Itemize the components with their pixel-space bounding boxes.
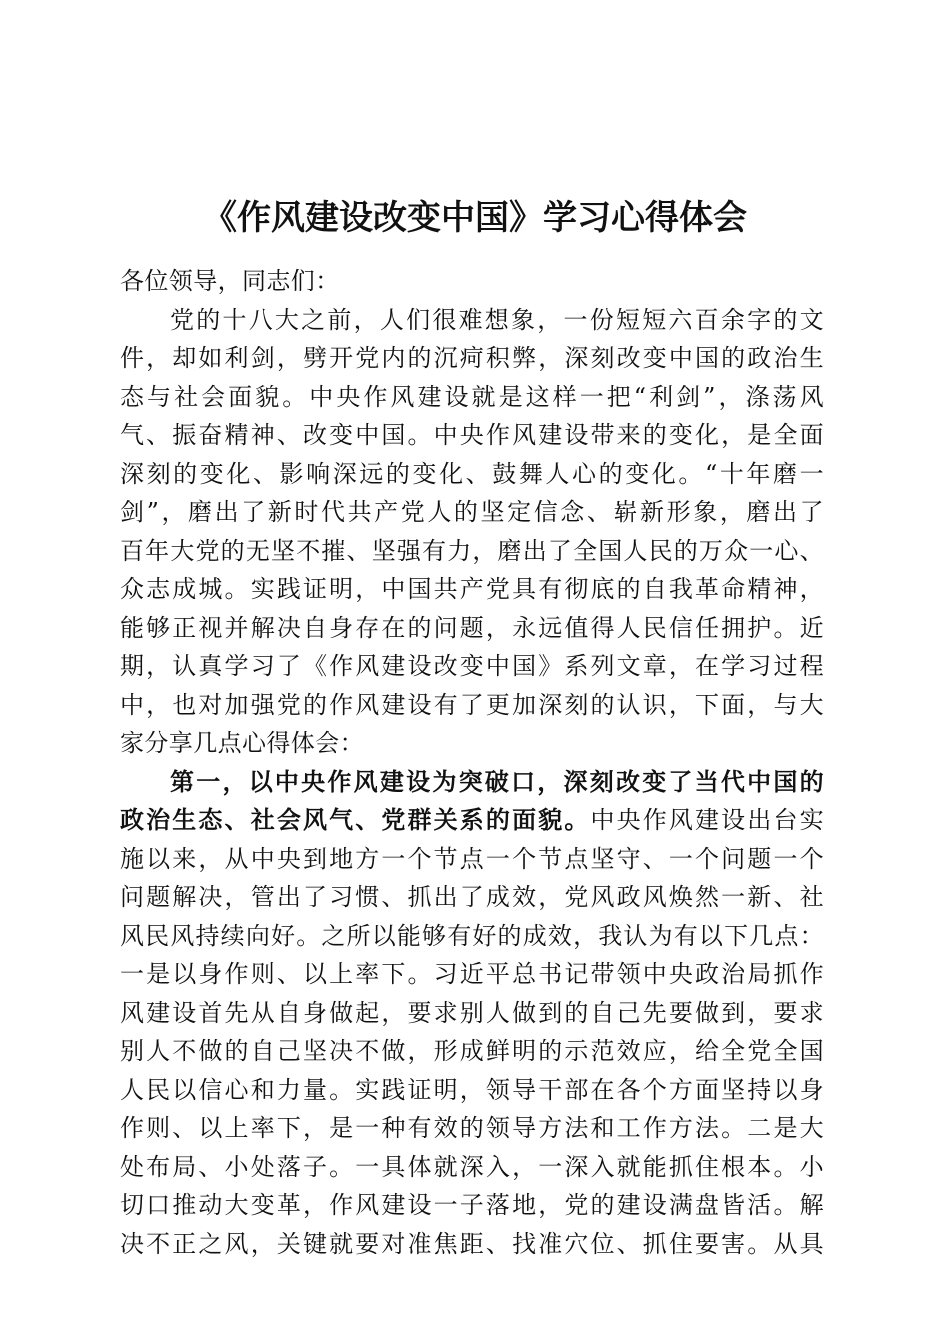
paragraph-line: 态与社会面貌。中央作风建设就是这样一把“利剑”，涤荡风 [120,382,824,411]
paragraph-line: 问题解决，管出了习惯、抓出了成效，党风政风焕然一新、社 [120,883,824,911]
section-heading-line: 第一，以中央作风建设为突破口，深刻改变了当代中国的 [170,767,824,796]
section-heading-line: 政治生态、社会风气、党群关系的面貌。 [120,806,591,834]
paragraph-line: 人民以信心和力量。实践证明，领导干部在各个方面坚持以身 [120,1075,824,1104]
paragraph-line: 风建设首先从自身做起，要求别人做到的自己先要做到，要求 [120,998,824,1027]
paragraph-line: 中央作风建设出台实 [590,806,824,834]
paragraph-line: 作则、以上率下，是一种有效的领导方法和工作方法。二是大 [120,1114,824,1142]
paragraph-line: 党的十八大之前，人们很难想象，一份短短六百余字的文 [170,305,824,334]
paragraph-line: 剑”，磨出了新时代共产党人的坚定信念、崭新形象，磨出了 [120,498,824,526]
paragraph-line: 家分享几点心得体会： [120,729,364,757]
paragraph-line: 处布局、小处落子。一具体就深入，一深入就能抓住根本。小 [120,1152,824,1181]
document-title: 《作风建设改变中国》学习心得体会 [203,198,747,238]
salutation: 各位领导，同志们： [120,267,340,295]
paragraph-line: 一是以身作则、以上率下。习近平总书记带领中央政治局抓作 [120,960,824,988]
paragraph-line: 深刻的变化、影响深远的变化、鼓舞人心的变化。“十年磨一 [120,459,824,488]
paragraph-line: 众志成城。实践证明，中国共产党具有彻底的自我革命精神， [120,575,824,603]
document-body [120,262,824,1263]
paragraph-line: 百年大党的无坚不摧、坚强有力，磨出了全国人民的万众一心、 [120,536,824,565]
paragraph-line: 期，认真学习了《作风建设改变中国》系列文章，在学习过程 [120,652,824,680]
paragraph-line: 气、振奋精神、改变中国。中央作风建设带来的变化，是全面 [120,421,824,449]
paragraph-line: 别人不做的自己坚决不做，形成鲜明的示范效应，给全党全国 [120,1037,824,1065]
paragraph-line: 决不正之风，关键就要对准焦距、找准穴位、抓住要害。从具 [120,1229,824,1258]
paragraph-line: 施以来，从中央到地方一个节点一个节点坚守、一个问题一个 [120,844,824,873]
paragraph-line: 切口推动大变革，作风建设一子落地，党的建设满盘皆活。解 [120,1191,824,1219]
paragraph-line: 件，却如利剑，劈开党内的沉疴积弊，深刻改变中国的政治生 [120,344,824,372]
paragraph-line: 能够正视并解决自身存在的问题，永远值得人民信任拥护。近 [120,613,824,642]
paragraph-line: 中，也对加强党的作风建设有了更加深刻的认识，下面，与大 [120,690,824,719]
mixed-line [120,801,824,840]
paragraph-line: 风民风持续向好。之所以能够有好的成效，我认为有以下几点： [120,921,824,950]
